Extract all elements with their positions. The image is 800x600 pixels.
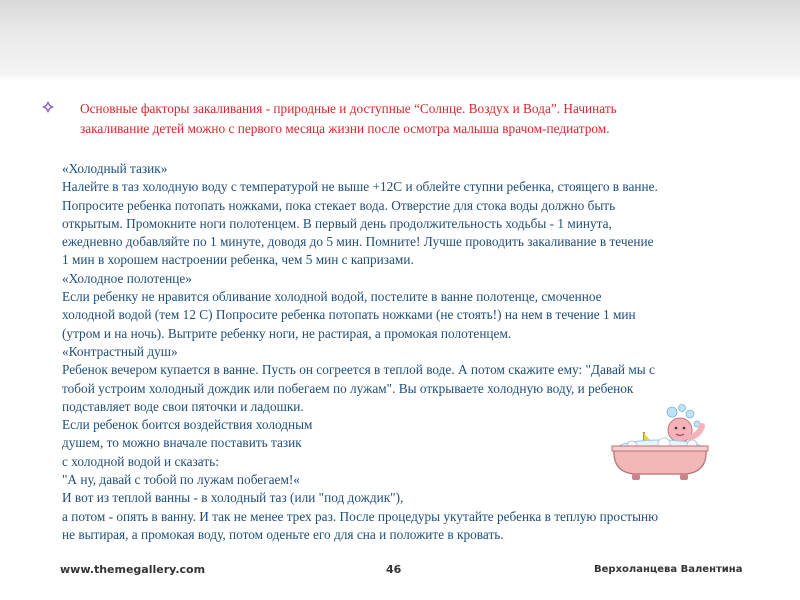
body-line: (утром и на ночь). Вытрите ребенку ноги, не растирая, а промокая полотенцем. [62,325,512,341]
section-title-cold-basin: «Холодный тазик» [62,161,168,176]
diamond-bullet-icon [42,101,54,113]
intro-paragraph [80,99,780,139]
section-title-cold-towel: «Холодное полотенце» [62,270,192,286]
body-line: Если ребенку не нравится обливание холодной водой, постелите в ванне полотенце, смоченное [62,289,602,305]
body-line: душем, то можно вначале поставить тазик [62,435,302,451]
body-line: "А ну, давай с тобой по лужам побегаем!« [62,472,300,488]
body-line: ежедневно добавляйте по 1 минуте, доводя до 5 мин. Помните! Лучше проводить закаливание в течение [62,234,654,250]
footer-page-number: 46 [386,563,402,576]
slide-header-band [0,0,800,80]
body-line: Налейте в таз холодную воду с температурой не выше +12С и облейте ступни ребенка, стоящего в ванне. [62,179,658,195]
body-text [62,160,782,544]
body-line: подставляет воде свои пяточки и ладошки. [62,398,304,414]
body-line: открытым. Промокните ноги полотенцем. В первый день продолжительность ходьбы - 1 минута, [62,215,612,231]
footer-url: www.themegallery.com [60,563,206,576]
body-line: а потом - опять в ванну. И так не менее трех раз. После процедуры укутайте ребенка в теплую простыню [62,508,659,524]
body-line: с холодной водой и сказать: [62,453,219,469]
body-line: тобой устроим холодный дождик или побегаем по лужам". Вы открываете холодную воду, и ребенок [62,380,634,396]
body-line: Если ребенок боится воздействия холодным [62,417,313,433]
baby-in-bath-illustration [602,402,714,484]
body-line: И вот из теплой ванны - в холодный таз (или "под дождик"), [62,490,404,506]
body-line: холодной водой (тем 12 С) Попросите ребенка потопать ножками (не стоять!) на нем в течение 1 мин [62,307,636,323]
intro-line: закаливание детей можно с первого месяца жизни после осмотра малыша врачом-педиатром. [80,121,610,136]
intro-line: Основные факторы закаливания - природные и доступные “Солнце. Воздух и Вода”. Начинать [80,101,617,116]
body-line: Ребенок вечером купается в ванне. Пусть он согреется в теплой воде. А потом скажите ему: "Давай мы с [62,362,655,378]
body-line: не вытирая, а промокая воду, потом оденьте его для сна и положите в кровать. [62,526,504,542]
footer-author: Верхоланцева Валентина [594,564,743,575]
body-line: Попросите ребенка потопать ножками, пока стекает вода. Отверстие для стока воды должно быть [62,197,616,213]
section-title-contrast-shower: «Контрастный душ» [62,343,178,359]
body-line: 1 мин в хорошем настроении ребенка, чем 5 мин с капризами. [62,252,414,268]
